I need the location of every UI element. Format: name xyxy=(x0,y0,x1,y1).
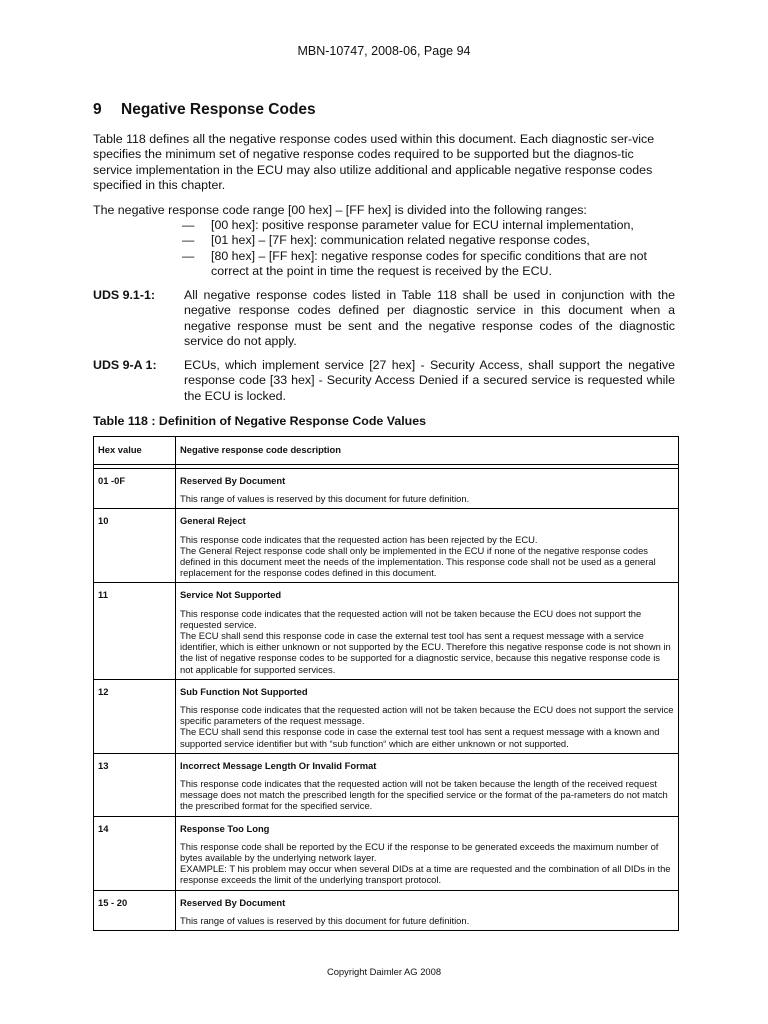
requirement-text: ECUs, which implement service [27 hex] - Security Access, shall support the negative response code [33 hex] - Security Access Denied if a secured service is requested while the ECU is locked. xyxy=(184,358,675,403)
requirement-uds-9-a-1 xyxy=(93,358,675,404)
code-name: Reserved By Document xyxy=(180,896,286,908)
code-description: This response code indicates that the requested action will not be taken because the length of the received request message does not match the prescribed length for the specified service or the format of the pa-rameters do not match the prescribed format for the specified service. xyxy=(180,778,668,812)
code-description: This response code indicates that the requested action will not be taken because the ECU does not support the service specific parameters of the request message. The ECU shall send this response code in case the external test tool has sent a request message with a known and supported service identifier but with “sub function“ which are either unknown or not supported. xyxy=(180,704,674,749)
dash-bullet: — xyxy=(182,248,195,263)
code-name: Response Too Long xyxy=(180,822,270,834)
page-footer: Copyright Daimler AG 2008 xyxy=(326,966,442,977)
requirement-uds-9-1-1 xyxy=(93,288,675,350)
hex-value: 13 xyxy=(94,753,176,816)
table-row xyxy=(94,753,679,816)
hex-value: 12 xyxy=(94,679,176,753)
table-row xyxy=(94,679,679,753)
code-name: Incorrect Message Length Or Invalid Format xyxy=(180,759,377,771)
section-title: Negative Response Codes xyxy=(121,101,316,118)
code-description: This response code indicates that the requested action has been rejected by the ECU. The General Reject response code shall only be implemented in the ECU if none of the negative response codes defined in this document meet the needs of the implementation. This response code shall not be used as a general replacement for the response codes defined in this document. xyxy=(180,533,656,579)
table-row xyxy=(94,816,679,890)
requirement-id: UDS 9-A 1: xyxy=(93,358,157,372)
ranges-list xyxy=(182,218,682,280)
description-cell xyxy=(176,469,679,509)
description-cell xyxy=(176,509,679,583)
hex-value: 11 xyxy=(94,583,176,679)
range-text: [00 hex]: positive response parameter value for ECU internal implementation, xyxy=(211,218,634,232)
column-header-hex: Hex value xyxy=(94,437,176,465)
list-item xyxy=(182,249,682,280)
table-row xyxy=(94,583,679,679)
code-description: This response code indicates that the requested action will not be taken because the ECU does not support the requested service. The ECU shall send this response code in case the external test tool has sent a request message with a service identifier, which is either unknown or not supported by the ECU. Therefore this negative response code is not shown in the list of negative response codes to be supported for a diagnostic service, because this negative response code is not applicable for supported services. xyxy=(180,607,671,675)
description-cell xyxy=(176,679,679,753)
range-text: [01 hex] – [7F hex]: communication related negative response codes, xyxy=(211,233,590,248)
nrc-table xyxy=(93,436,679,931)
code-name: Service Not Supported xyxy=(180,589,282,601)
list-item xyxy=(182,218,682,233)
code-name: Reserved By Document xyxy=(180,475,286,486)
intro-paragraph: Table 118 defines all the negative response codes used within this document. Each diagnostic ser-vice specifies the minimum set of negative response codes required to be supported but the diagnos-tic service implementation in the ECU may also utilize additional and applicable negative response codes specified in this chapter. xyxy=(93,132,655,193)
section-number: 9 xyxy=(93,101,102,118)
hex-value: 15 - 20 xyxy=(94,890,176,930)
code-description: This range of values is reserved by this document for future definition. xyxy=(180,914,470,926)
description-cell xyxy=(176,890,679,930)
column-header-description: Negative response code description xyxy=(176,437,679,465)
requirement-text: All negative response codes listed in Table 118 shall be used in conjunction with the negative response codes defined per diagnostic service in this document when a negative response must be sent and the negative response codes of the diagnostic service do not apply. xyxy=(184,288,675,349)
ranges-lead: The negative response code range [00 hex] – [FF hex] is divided into the following ranges: xyxy=(93,203,587,217)
table-row xyxy=(94,890,679,930)
page-header: MBN-10747, 2008-06, Page 94 xyxy=(297,44,471,58)
description-cell xyxy=(176,753,679,816)
code-name: General Reject xyxy=(180,515,246,527)
section-heading xyxy=(93,101,316,119)
hex-value: 10 xyxy=(94,509,176,583)
description-cell xyxy=(176,583,679,679)
hex-value: 14 xyxy=(94,816,176,890)
hex-value: 01 -0F xyxy=(94,469,176,509)
code-name: Sub Function Not Supported xyxy=(180,685,308,697)
dash-bullet: — xyxy=(182,233,195,248)
code-description: This range of values is reserved by this document for future definition. xyxy=(180,493,470,505)
requirement-id: UDS 9.1-1: xyxy=(93,288,155,302)
table-header-row xyxy=(94,437,679,465)
table-caption: Table 118 : Definition of Negative Response Code Values xyxy=(93,414,427,428)
table-row xyxy=(94,509,679,583)
table-row xyxy=(94,469,679,509)
code-description: This response code shall be reported by the ECU if the response to be generated exceeds the maximum number of bytes available by the underlying network layer. EXAMPLE: T his problem may occur when several DIDs at a time are requested and the combination of all DIDs in the response exceeds the limit of the underlying transport protocol. xyxy=(180,840,671,886)
dash-bullet: — xyxy=(182,218,195,232)
description-cell xyxy=(176,816,679,890)
range-text: [80 hex] – [FF hex]: negative response codes for specific conditions that are not correct at the point in time the request is received by the ECU. xyxy=(211,248,647,279)
list-item xyxy=(182,233,682,248)
